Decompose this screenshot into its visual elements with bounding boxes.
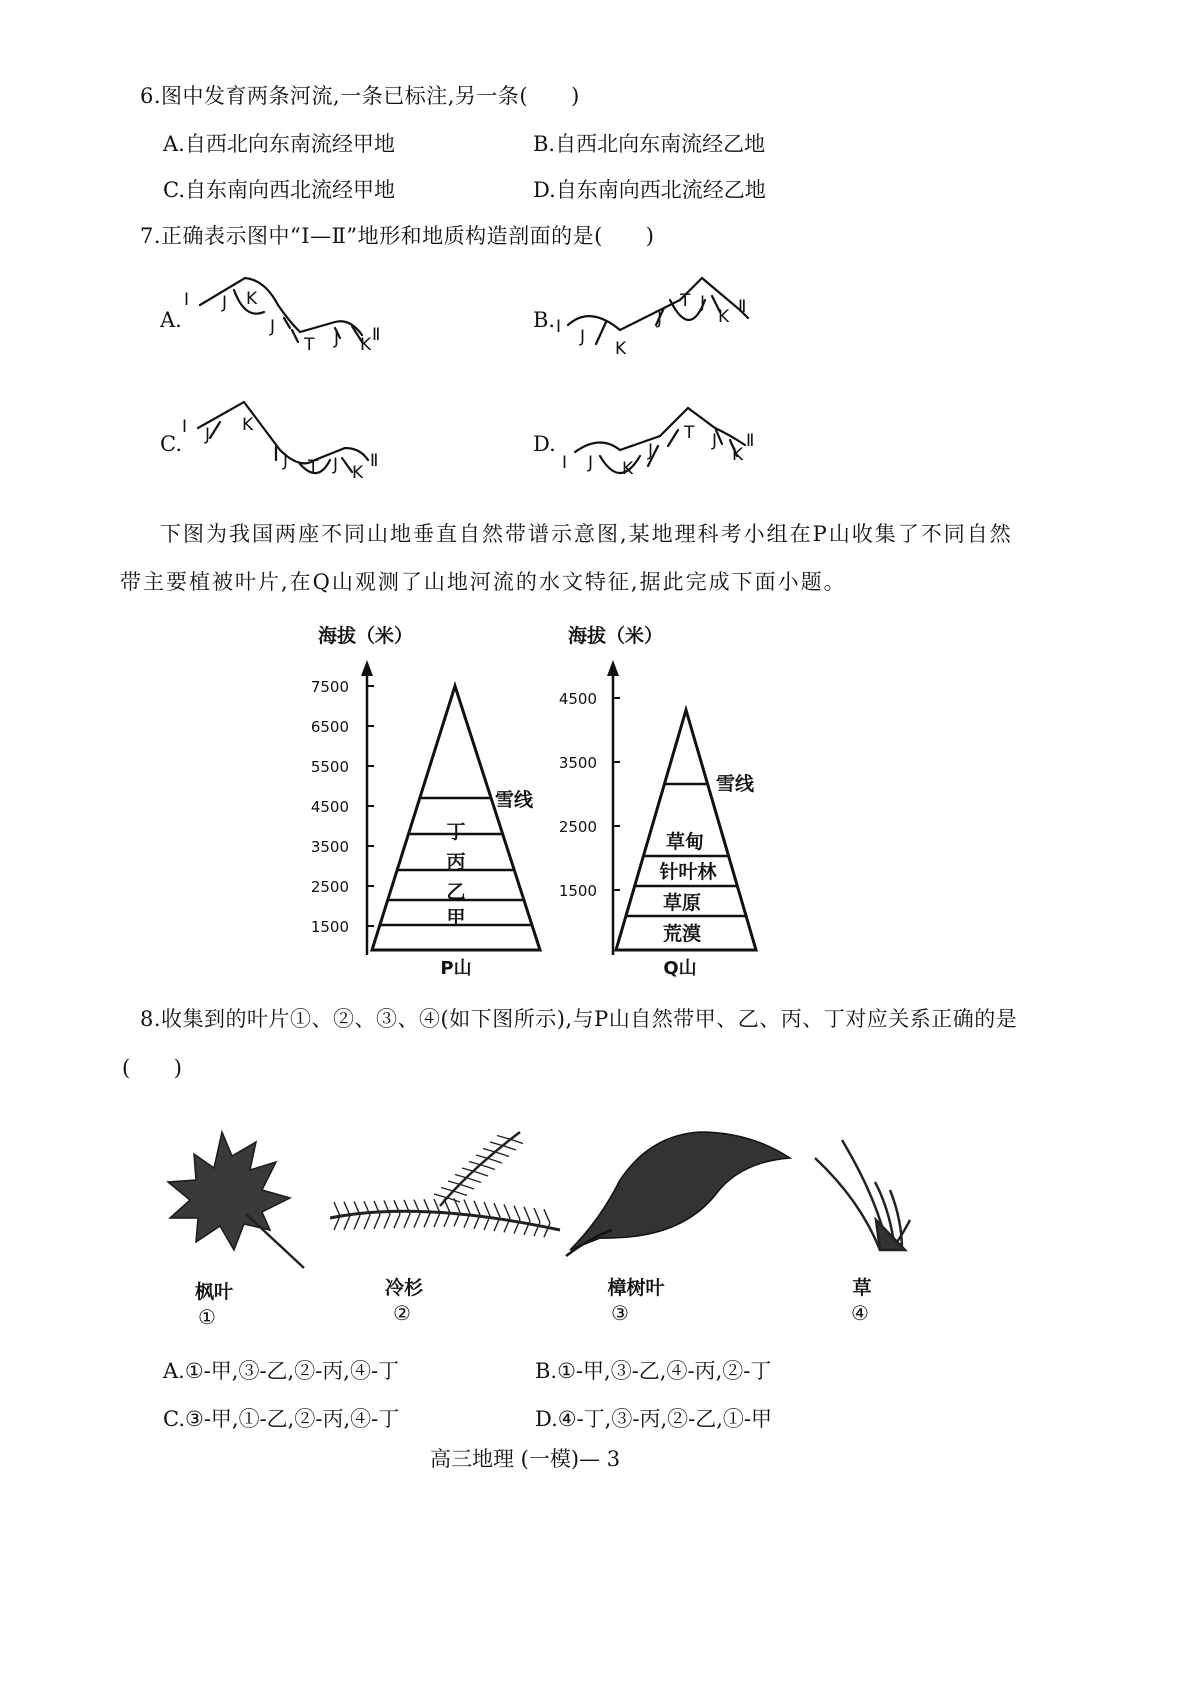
profile-c-label-1: J: [205, 425, 211, 445]
fir-needle: [394, 1214, 400, 1228]
q8-stem: 8.收集到的叶片①、②、③、④(如下图所示),与P山自然带甲、乙、丙、丁对应关系正确的是: [140, 1007, 1018, 1031]
profile-d-end: Ⅱ: [746, 431, 755, 451]
q6-option-b: B.自西北向东南流经乙地: [533, 132, 766, 156]
profile-d-label-3: J: [648, 441, 654, 461]
leaf-label-maple: 枫叶: [194, 1281, 234, 1303]
p-mountain: [311, 624, 540, 979]
q-tick-label: 4500: [558, 690, 597, 708]
fir-needle: [483, 1166, 495, 1170]
profile-a-label-6: K: [360, 335, 372, 355]
fir-needle: [534, 1208, 540, 1222]
q7-option-b: B.: [533, 308, 556, 332]
fir-needle: [504, 1146, 516, 1150]
profile-a-label-5: J: [334, 329, 340, 349]
profile-b-label-3: J: [657, 309, 663, 329]
profile-a-label-4: T: [304, 335, 315, 355]
q-mountain: [559, 624, 756, 979]
q8-option-d: D.④-丁,③-丙,②-乙,①-甲: [535, 1407, 772, 1431]
fir-needle: [364, 1215, 370, 1229]
p-tick-label: 4500: [310, 798, 349, 816]
profile-d-label-6: K: [732, 445, 744, 465]
p-tick-label: 1500: [310, 918, 349, 936]
fir-needle: [455, 1192, 467, 1196]
q7-profiles: [0, 260, 1200, 490]
fir-needle: [374, 1215, 380, 1229]
profile-d-label-1: J: [588, 453, 594, 473]
q-ylabel: 海拔（米）: [568, 625, 664, 647]
p-snowline-label: 雪线: [495, 789, 534, 811]
fir-needle: [464, 1200, 470, 1214]
fir-needle: [384, 1215, 390, 1229]
fir-needle: [497, 1136, 511, 1140]
fir-needle: [544, 1209, 550, 1223]
profile-a-label-2: K: [246, 289, 258, 309]
profile-b-start: I: [556, 317, 562, 337]
q-band-steppe: 草原: [662, 892, 702, 914]
q-band-desert: 荒漠: [662, 923, 702, 945]
q-mountain-title: Q山: [663, 958, 697, 979]
profile-c-label-5: J: [333, 455, 339, 475]
fir-needle: [354, 1215, 360, 1229]
q-tick-label: 2500: [558, 818, 597, 836]
leaf-label-grass: 草: [852, 1277, 872, 1299]
q-triangle: [616, 710, 756, 950]
q6-stem: 6.图中发育两条河流,一条已标注,另一条( ): [140, 84, 580, 108]
profile-a-end: Ⅱ: [372, 325, 381, 345]
q8-option-a: A.①-甲,③-乙,②-丙,④-丁: [163, 1359, 400, 1383]
fir-needle: [497, 1153, 509, 1157]
profile-d-label-5: J: [712, 431, 718, 451]
q-tick-label: 1500: [558, 882, 597, 900]
maple-leaf-image: [168, 1132, 304, 1268]
profile-c-start: I: [182, 417, 188, 437]
leaf-label-fir: 冷杉: [384, 1277, 424, 1299]
intro-line-1: 下图为我国两座不同山地垂直自然带谱示意图,某地理科考小组在P山收集了不同自然: [160, 522, 1013, 546]
q-axis-arrow: [607, 660, 619, 676]
leaf-label-camphor: 樟树叶: [607, 1277, 665, 1299]
fir-needle: [444, 1213, 450, 1227]
leaf-num-fir: ②: [393, 1301, 411, 1325]
fir-branch-image: [330, 1132, 560, 1230]
p-tick-label: 2500: [310, 878, 349, 896]
camphor-leaf-image: [566, 1132, 790, 1256]
p-mountain-title: P山: [440, 958, 472, 979]
fir-needle: [490, 1142, 504, 1146]
profile-c-label-3: J: [283, 451, 289, 471]
q8-option-b: B.①-甲,③-乙,④-丙,②-丁: [535, 1359, 772, 1383]
fir-needle: [524, 1207, 530, 1221]
fir-needle: [476, 1172, 488, 1176]
p-tick-label: 5500: [310, 758, 349, 776]
q-band-conifer: 针叶林: [659, 861, 717, 883]
fir-needle: [404, 1214, 410, 1228]
fir-needle: [504, 1204, 510, 1218]
fir-needle: [490, 1159, 502, 1163]
p-band-yi: 乙: [446, 881, 466, 903]
q7-stem: 7.正确表示图中“Ⅰ—Ⅱ”地形和地质构造剖面的是( ): [140, 224, 655, 248]
p-tick-label: 3500: [310, 838, 349, 856]
profile-a-label-1: J: [222, 293, 228, 313]
p-band-bing: 丙: [446, 851, 466, 873]
p-band-ding: 丁: [446, 821, 466, 843]
p-tick-label: 7500: [310, 678, 349, 696]
fir-needle: [511, 1140, 523, 1144]
profile-d-label-4: T: [684, 423, 695, 443]
q7-option-d: D.: [533, 432, 556, 456]
fir-needle: [494, 1203, 500, 1217]
fir-needle: [441, 1188, 455, 1192]
profile-b-label-1: J: [580, 327, 586, 347]
profile-a-label-3: J: [270, 317, 276, 337]
profile-d: [575, 408, 745, 473]
mountain-diagrams: [0, 610, 1200, 990]
intro-line-2: 带主要植被叶片,在Q山观测了山地河流的水文特征,据此完成下面小题。: [120, 570, 847, 594]
profile-b-label-6: K: [718, 307, 730, 327]
q-tick-label: 3500: [558, 754, 597, 772]
fir-needle: [514, 1206, 520, 1220]
p-axis-arrow: [361, 660, 373, 676]
profile-b-label-5: J: [700, 293, 706, 313]
fir-needle: [444, 1199, 450, 1213]
leaf-num-camphor: ③: [611, 1301, 629, 1325]
p-band-jia: 甲: [446, 907, 466, 929]
fir-needle: [544, 1223, 550, 1237]
q6-option-c: C.自东南向西北流经甲地: [163, 178, 395, 202]
q7-option-c: C.: [160, 432, 182, 456]
profile-b-label-4: T: [680, 291, 691, 311]
leaf-num-grass: ④: [851, 1301, 869, 1325]
profile-b-label-2: K: [615, 339, 627, 359]
grass-image: [815, 1140, 910, 1250]
leaf-num-maple: ①: [198, 1305, 216, 1329]
fir-needle: [474, 1201, 480, 1215]
q8-option-c: C.③-甲,①-乙,②-丙,④-丁: [163, 1407, 400, 1431]
fir-needle: [334, 1202, 340, 1216]
q7-option-a: A.: [160, 308, 182, 332]
fir-needle: [424, 1213, 430, 1227]
q6-option-a: A.自西北向东南流经甲地: [163, 132, 395, 156]
profile-d-label-2: K: [622, 459, 634, 479]
fir-needle: [434, 1213, 440, 1227]
profile-c-label-4: T: [308, 457, 319, 477]
leaf-figures: [0, 1110, 1200, 1340]
fir-needle: [469, 1179, 481, 1183]
fir-needle: [414, 1214, 420, 1228]
profile-c-label-6: K: [352, 463, 364, 483]
q8-paren: ( ): [122, 1056, 183, 1080]
q-snowline-label: 雪线: [716, 773, 755, 795]
profile-a-start: I: [184, 290, 190, 310]
fir-needle: [434, 1194, 448, 1198]
profile-c-label-2: K: [242, 415, 254, 435]
p-tick-label: 6500: [310, 718, 349, 736]
q6-option-d: D.自东南向西北流经乙地: [533, 178, 766, 202]
page-footer: 高三地理 (一模)— 3: [430, 1447, 621, 1471]
fir-needle: [462, 1185, 474, 1189]
q-band-meadow: 草甸: [665, 831, 705, 853]
fir-needle: [484, 1202, 490, 1216]
profile-c-end: Ⅱ: [370, 451, 379, 471]
p-ylabel: 海拔（米）: [318, 625, 414, 647]
profile-b-end: Ⅱ: [738, 297, 747, 317]
fir-needle: [344, 1216, 350, 1230]
profile-d-start: I: [562, 453, 568, 473]
